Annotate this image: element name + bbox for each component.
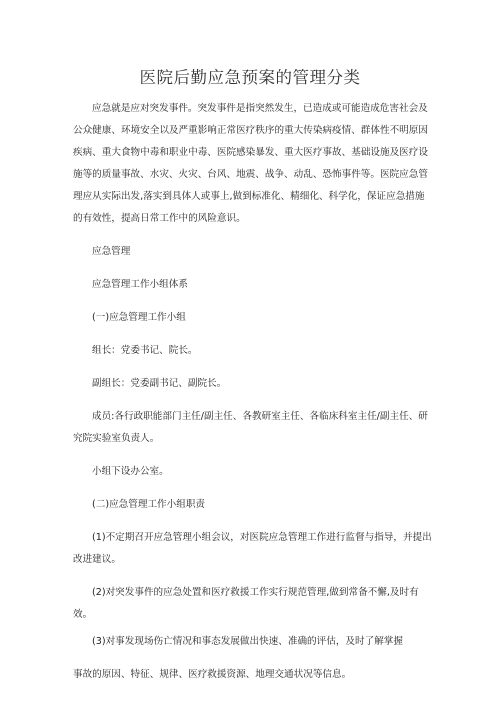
- paragraph-duty-1: (1)不定期召开应急管理小组会议，对医院应急管理工作进行监督与指导，并提出改进建议。: [73, 532, 432, 565]
- paragraph-members: 成员:各行政职能部门主任/副主任、各教研室主任、各临床科室主任/副主任、研究院实验室负责人。: [73, 411, 428, 444]
- paragraph-duty-2: (2)对突发事件的应急处置和医疗救援工作实行规范管理,做到常备不懈,及时有效。: [73, 587, 419, 620]
- document-title: 医院后勤应急预案的管理分类: [139, 68, 361, 87]
- document-body: [73, 98, 434, 686]
- paragraph-heading-team-system: 应急管理工作小组体系: [92, 279, 188, 290]
- paragraph-leader: 组长：党委书记、院长。: [92, 345, 198, 356]
- paragraph-duty-3: (3)对事发现场伤亡情况和事态发展做出快速、准确的评估，及时了解掌握: [92, 636, 403, 647]
- paragraph-heading-emergency-management: 应急管理: [92, 246, 131, 257]
- paragraph-deputy-leader: 副组长：党委副书记、副院长。: [92, 378, 227, 389]
- paragraph-team-section: (一)应急管理工作小组: [92, 312, 186, 323]
- paragraph-duty-3-continued: 事故的原因、特征、规律、医疗救援资源、地理交通状况等信息。: [73, 669, 352, 680]
- paragraph-office: 小组下设办公室。: [92, 466, 169, 477]
- paragraph-intro: 应急就是应对突发事件。突发事件是指突然发生，已造成或可能造成危害社会及公众健康、环境安全以及严重影响正常医疗秩序的重大传染病疫情、群体性不明原因疾病、重大食物中毒和职业中毒、医院感染暴发、重大医疗事故、基础设施及医疗设施等的质量事故、水灾、火灾、台风、地震、战争、动乱、恐怖事件等。医院应急管理应从实际出发,落实到具体人或事上,做到标准化、精细化、科学化，保证应急措施的有效性，提高日常工作中的风险意识。: [73, 103, 428, 224]
- paragraph-duties-section: (二)应急管理工作小组职责: [92, 499, 206, 510]
